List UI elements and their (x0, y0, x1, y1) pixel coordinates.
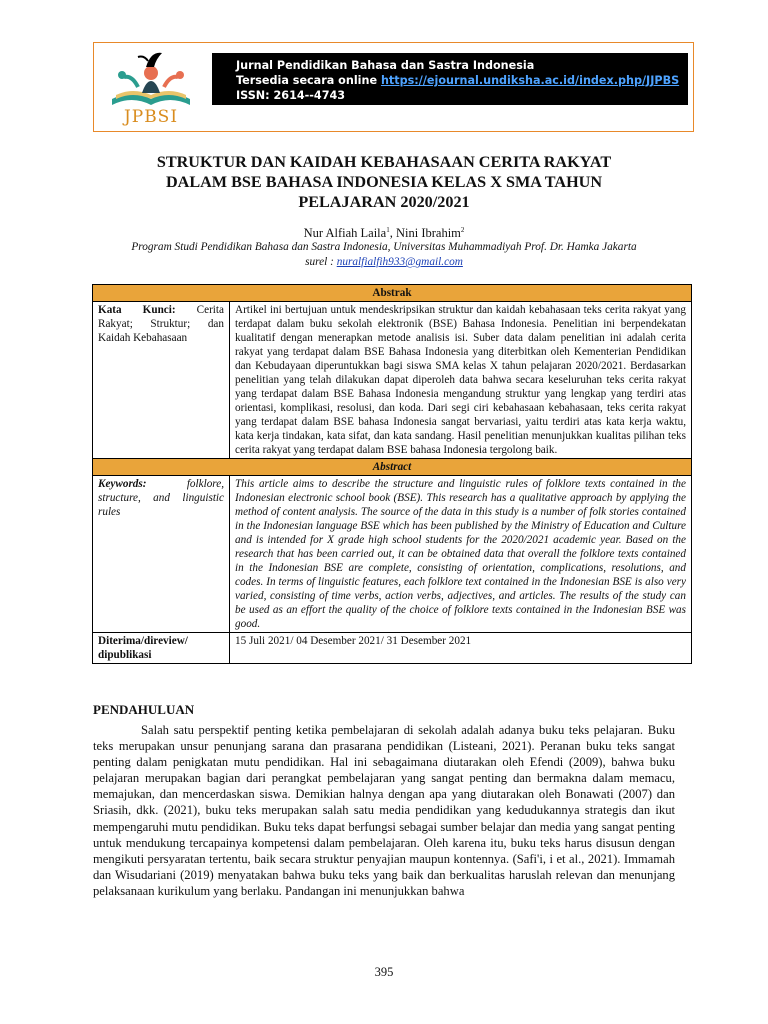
body-paragraph (93, 722, 675, 899)
book-figure-icon (102, 47, 200, 113)
paragraph-text: Salah satu perspektif penting ketika pembelajaran di sekolah adalah adanya buku teks pelajaran. Buku teks merupakan unsur penunjang sarana dan prasarana pendidikan (Listeani, 2021). Peranan buku teks sangat penting dalam penigkatan mutu pendidikan. Hal ini sebagaimana diutarakan oleh Efendi (2009), bahwa buku pelajaran merupakan bagian dari perangkat pembelajaran yang sangat penting dan bermakna dalam memacu, memajukan, dan mencerdaskan siswa. Demikian halnya dengan apa yang diutarakan oleh Bonawati (2007) dan Sriasih, dkk. (2021), buku teks merupakan salah satu media pendidikan yang kedudukannya strategis dan ikut mempengaruhi mutu pendidikan. Buku teks dapat berfungsi sebagai sumber belajar dan media yang sangat penting untuk mendukung tercapainya kompetensi dalam pembelajaran. Oleh karena itu, buku teks harus disusun dengan mengikuti persyaratan tertentu, baik secara struktur penyajian maupun kontennya. (Safi'i, i et al., 2021). Immamah dan Wisudariani (2019) menyatakan bahwa buku teks yang baik dan berkualitas haruslah relevan dan menunjang pelaksanaan kurikulum yang berlaku. Pandangan ini menunjukkan bahwa (93, 723, 675, 898)
abstract-table (92, 284, 692, 664)
keywords-cell (93, 476, 230, 633)
abstract-text: This article aims to describe the structure and linguistic rules of folklore texts contained in the Indonesian electronic school book (BSE). This research has a qualitative approach by applying the method of content analysis. The source of the data in this study is a number of folk stories contained in the Indonesian language BSE which has been published by the Ministry of Education and Culture and is intended for X grade high school students for the 2020/2021 academic year. Based on the research that has been carried out, it can be obtained data that overall the folklore texts contained in the Indonesian BSE are complete, consisting of orientation, complications, resolutions, and codes. In terms of linguistic features, each folklore text contained in the Indonesian BSE is also very varied, consisting of time verbs, action verbs, adjectives, and articles. The results of the study can be used as an effort the quality of the choice of folklore texts contained in the Indonesian BSE was good. (230, 476, 692, 633)
issn: ISSN: 2614--4743 (236, 89, 346, 102)
jpbsi-logo (102, 47, 200, 129)
author-name: Nini Ibrahim (395, 226, 461, 241)
kata-kunci-values: Cerita Rakyat; Struktur; dan Kaidah Kebahasaan (98, 304, 224, 344)
journal-name: Jurnal Pendidikan Bahasa dan Sastra Indonesia (236, 59, 535, 72)
title-line: STRUKTUR DAN KAIDAH KEBAHASAAN CERITA RAKYAT (156, 153, 612, 171)
article-title (110, 152, 658, 212)
author-separator: , (389, 226, 396, 241)
email-line (0, 256, 768, 268)
journal-info-bar (212, 53, 688, 105)
kata-kunci-cell (93, 302, 230, 459)
email-link[interactable]: nuralfialfih933@gmail.com (336, 256, 463, 268)
keywords-label: Keywords: (98, 478, 147, 490)
email-label: surel : (305, 256, 337, 268)
affiliation-marker: 1 (386, 226, 390, 234)
abstrak-text: Artikel ini bertujuan untuk mendeskripsikan struktur dan kaidah kebahasaan teks cerita rakyat yang terdapat dalam buku sekolah elektronik (BSE) Bahasa Indonesia. Penelitian ini berpendekatan kualitatif dengan menerapkan metode analisis isi. Suber data dalam penelitian ini adalah cerita rakyat yang terdapat dalam BSE Bahasa Indonesia yang diterbitkan oleh Kementerian Pendidikan dan Kebudayaan diperuntukkan bagi siswa SMA kelas X tahun pelajaran 2020/2021. Berdasarkan penelitian yang telah dilakukan dapat diperoleh data bahwa secara keseluruhan teks cerita rakyat yang terdapat dalam BSE Bahasa Indonesia mengandung struktur yang lengkap yang terdiri atas orientasi, komplikasi, resolusi, dan koda. Dari segi ciri kebahasaan kebahasaan, teks cerita rakyat yang terdapat dalam BSE bahasa Indonesia sangat bervariasi, yaitu terdiri atas kata kerja waktu, kata kerja tindakan, kata sifat, dan kata sandang. Hasil penelitian menunjukkan kualitas pilihan teks cerita rakyat yang terdapat dalam BSE bahasa Indonesia tergolong baik. (230, 302, 692, 459)
author-name: Nur Alfiah Laila (303, 226, 387, 241)
affiliation-marker: 2 (460, 226, 465, 234)
online-availability (236, 74, 679, 87)
abstract-heading: Abstract (93, 459, 692, 476)
section-heading: PENDAHULUAN (93, 702, 195, 717)
page-number: 395 (374, 965, 394, 979)
online-prefix: Tersedia secara online (236, 74, 381, 87)
affiliation: Program Studi Pendidikan Bahasa dan Sastra Indonesia, Universitas Muhammadiyah Prof. Dr. Hamka Jakarta (131, 241, 637, 253)
journal-url-link[interactable]: https://ejournal.undiksha.ac.id/index.php/JJPBS (380, 74, 680, 87)
title-line: PELAJARAN 2020/2021 (298, 193, 470, 211)
logo-label: JPBSI (123, 107, 179, 127)
authors (0, 226, 768, 241)
dates-value: 15 Juli 2021/ 04 Desember 2021/ 31 Desember 2021 (230, 633, 692, 664)
title-line: DALAM BSE BAHASA INDONESIA KELAS X SMA TAHUN (165, 173, 603, 191)
abstrak-heading: Abstrak (93, 285, 692, 302)
journal-header (93, 42, 694, 132)
keywords-values: folklore, structure, and linguistic rules (98, 478, 224, 518)
kata-kunci-label: Kata Kunci: (98, 304, 176, 316)
dates-label: Diterima/direview/ dipublikasi (93, 633, 230, 664)
